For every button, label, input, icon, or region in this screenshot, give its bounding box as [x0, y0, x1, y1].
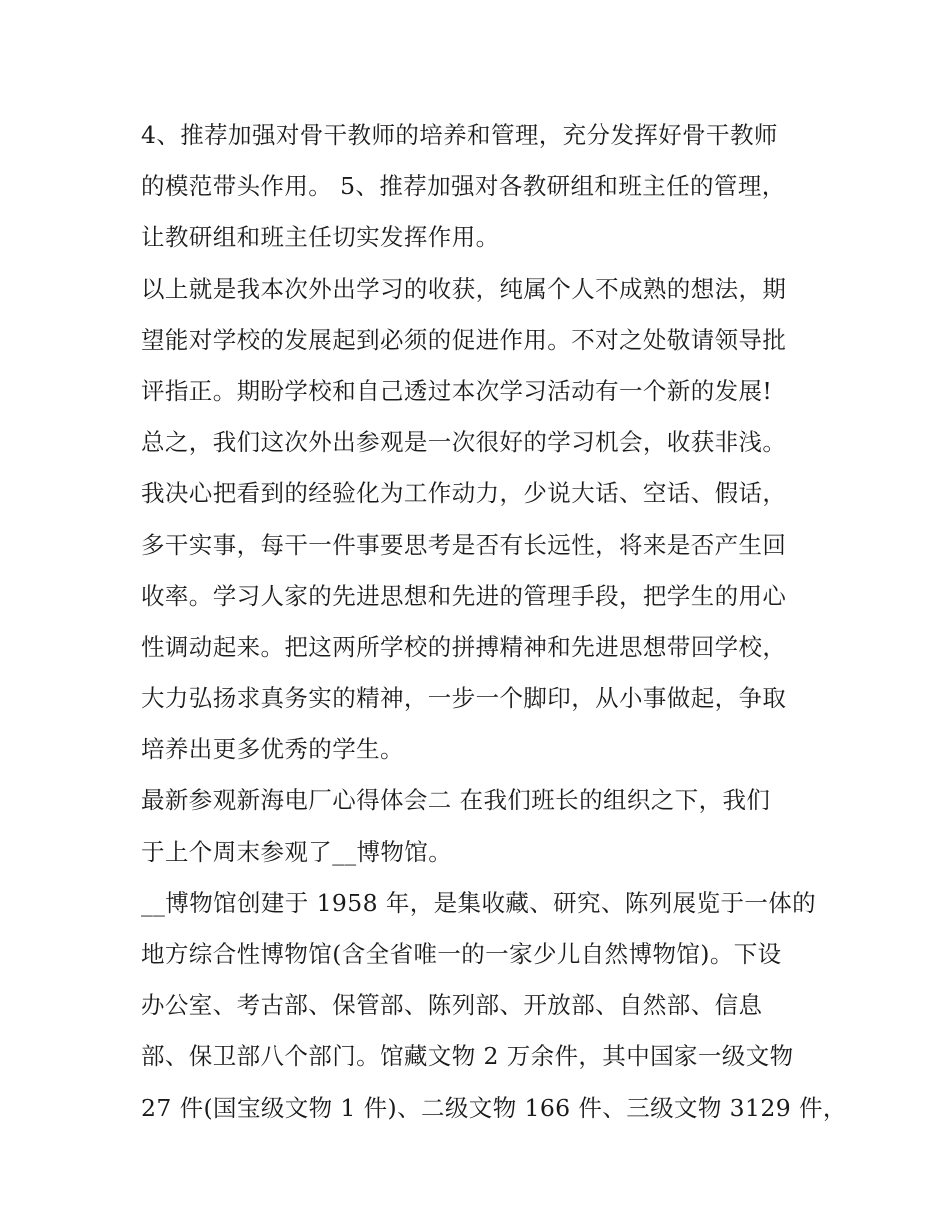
body-text [141, 110, 847, 1134]
text-line: 部、保卫部八个部门。馆藏文物 2 万余件，其中国家一级文物 [141, 1042, 794, 1071]
text-line: 培养出更多优秀的学生。 [141, 735, 404, 764]
text-line: 最新参观新海电厂心得体会二 在我们班长的组织之下，我们 [141, 786, 771, 815]
text-line: 让教研组和班主任切实发挥作用。 [141, 223, 500, 252]
text-line: 4、推荐加强对骨干教师的培养和管理，充分发挥好骨干教师 [141, 121, 778, 149]
text-line: 的模范带头作用。 5、推荐加强对各教研组和班主任的管理， [141, 172, 786, 201]
text-line: 地方综合性博物馆(含全省唯一的一家少儿自然博物馆)。下设 [141, 940, 782, 968]
text-line: 于上个周末参观了__博物馆。 [141, 837, 453, 866]
text-line: 大力弘扬求真务实的精神，一步一个脚印，从小事做起，争取 [141, 684, 787, 713]
text-line: 收率。学习人家的先进思想和先进的管理手段，把学生的用心 [141, 581, 787, 610]
text-line: 27 件(国宝级文物 1 件)、二级文物 166 件、三级文物 3129 件， [141, 1093, 847, 1122]
text-line: __博物馆创建于 1958 年，是集收藏、研究、陈列展览于一体的 [141, 888, 817, 917]
text-line: 望能对学校的发展起到必须的促进作用。不对之处敬请领导批 [141, 325, 787, 354]
text-line: 以上就是我本次外出学习的收获，纯属个人不成熟的想法，期 [141, 274, 787, 303]
text-line: 总之，我们这次外出参观是一次很好的学习机会，收获非浅。 [141, 428, 787, 457]
text-line: 性调动起来。把这两所学校的拼搏精神和先进思想带回学校， [141, 632, 787, 661]
text-line: 办公室、考古部、保管部、陈列部、开放部、自然部、信息 [141, 991, 763, 1020]
text-line: 评指正。期盼学校和自己透过本次学习活动有一个新的发展! [141, 376, 773, 405]
text-line: 我决心把看到的经验化为工作动力，少说大话、空话、假话， [141, 479, 787, 508]
text-line: 多干实事，每干一件事要思考是否有长远性，将来是否产生回 [141, 530, 787, 559]
